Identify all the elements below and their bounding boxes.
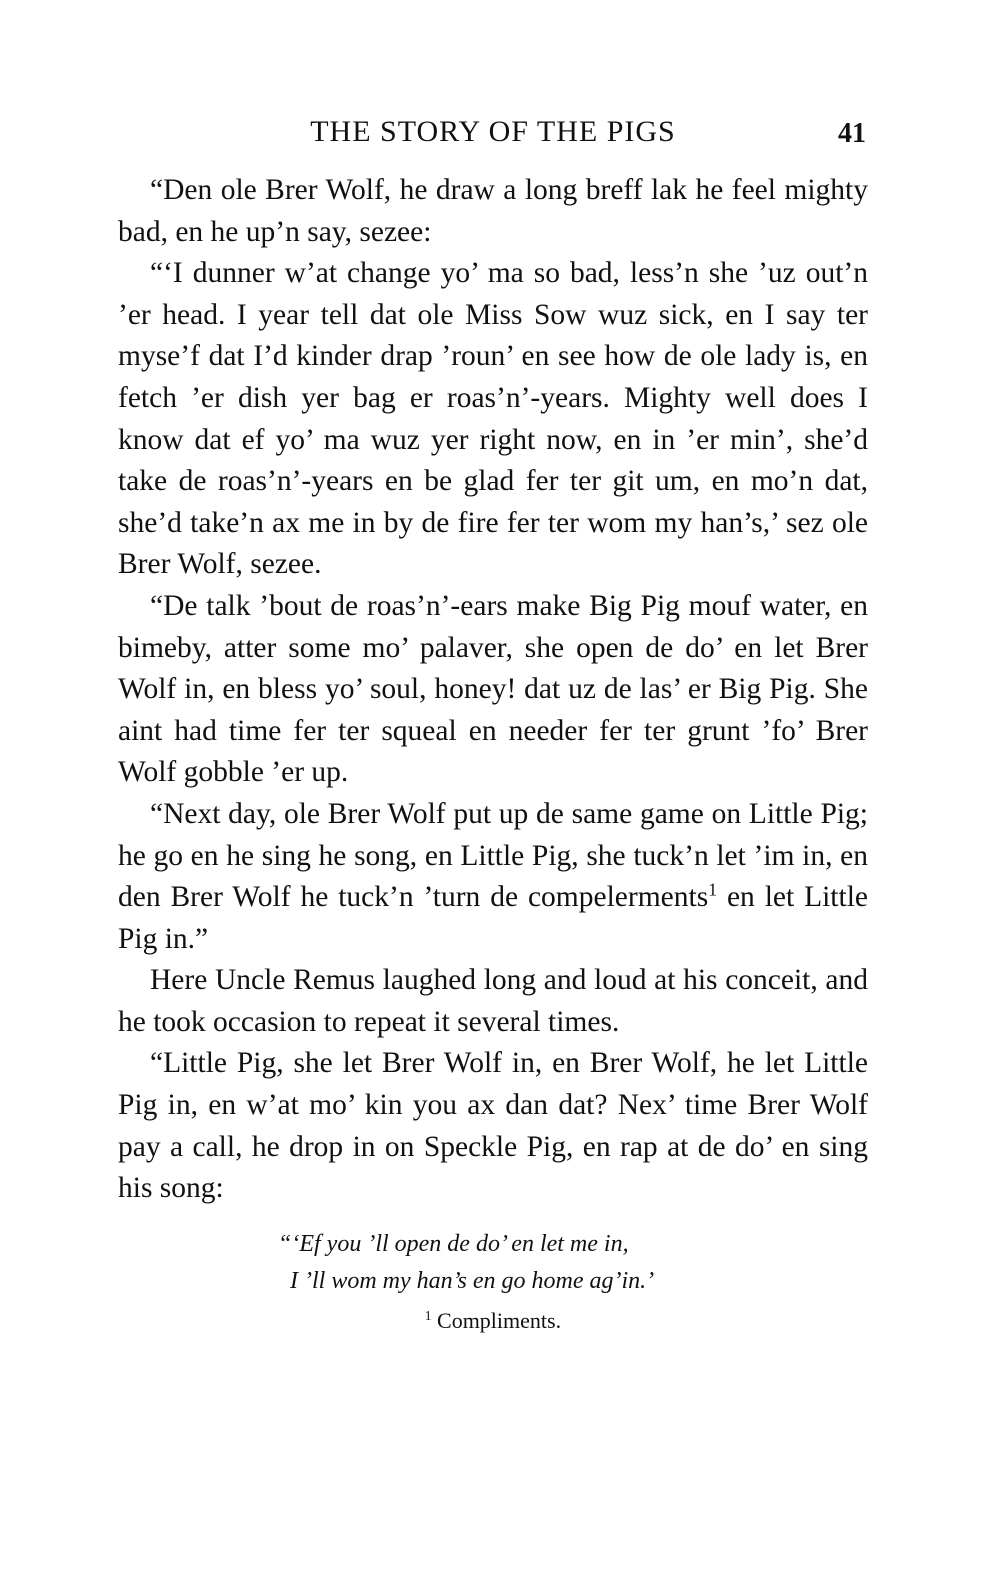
song-verse bbox=[118, 1226, 868, 1300]
running-title: THE STORY OF THE PIGS bbox=[310, 115, 676, 148]
verse-line-2: I ’ll wom my han’s en go home ag’in.’ bbox=[290, 1267, 655, 1294]
paragraph-1: “Den ole Brer Wolf, he draw a long breff lak he feel mighty bad, en he up’n say, sezee: bbox=[118, 174, 868, 248]
page-number: 41 bbox=[838, 118, 866, 149]
footnote-marker: 1 bbox=[424, 1307, 432, 1323]
book-page bbox=[118, 112, 868, 1338]
paragraph-5: Here Uncle Remus laughed long and loud at his conceit, and he took occasion to repeat it several times. bbox=[118, 964, 868, 1038]
footnote-reference: 1 bbox=[708, 879, 718, 900]
verse-line-1: “‘Ef you ’ll open de do’ en let me in, bbox=[278, 1230, 629, 1257]
paragraph-4-tail: en let Little Pig in.” bbox=[118, 881, 868, 955]
paragraph-4-text: “Next day, ole Brer Wolf put up de same game on Little Pig; he go en he sing he song, en Little Pig, she tuck’n let ’im in, en den Brer Wolf he tuck’n ’turn de compelerments bbox=[118, 797, 868, 914]
paragraph-3: “De talk ’bout de roas’n’-ears make Big Pig mouf water, en bimeby, atter some mo’ palaver, she open de do’ en let Brer Wolf in, en bless yo’ soul, honey! dat uz de las’ er Big Pig. She aint had time fer ter squeal en needer fer ter grunt ’fo’ Brer Wolf gobble ’er up. bbox=[118, 589, 868, 789]
paragraph-6: “Little Pig, she let Brer Wolf in, en Brer Wolf, he let Little Pig in, en w’at mo’ kin you ax dan dat? Nex’ time Brer Wolf pay a call, he drop in on Speckle Pig, en rap at de do’ en sing his song: bbox=[118, 1047, 868, 1205]
paragraph-4 bbox=[118, 794, 868, 960]
footnote bbox=[118, 1304, 868, 1338]
paragraph-2: “‘I dunner w’at change yo’ ma so bad, less’n she ’uz out’n ’er head. I year tell dat ole Miss Sow wuz sick, en I say ter myse’f dat I’d kinder drap ’roun’ en see how de ole lady is, en fetch ’er dish yer bag er roas’n’-years. Mighty well does I know dat ef yo’ ma wuz yer right now, en in ’er min’, she’d take de roas’n’-years en be glad fer ter git um, en mo’n dat, she’d take’n ax me in by de fire fer ter wom my han’s,’ sez ole Brer Wolf, sezee. bbox=[118, 257, 868, 581]
running-head bbox=[118, 112, 868, 156]
footnote-text: Compliments. bbox=[431, 1307, 562, 1333]
